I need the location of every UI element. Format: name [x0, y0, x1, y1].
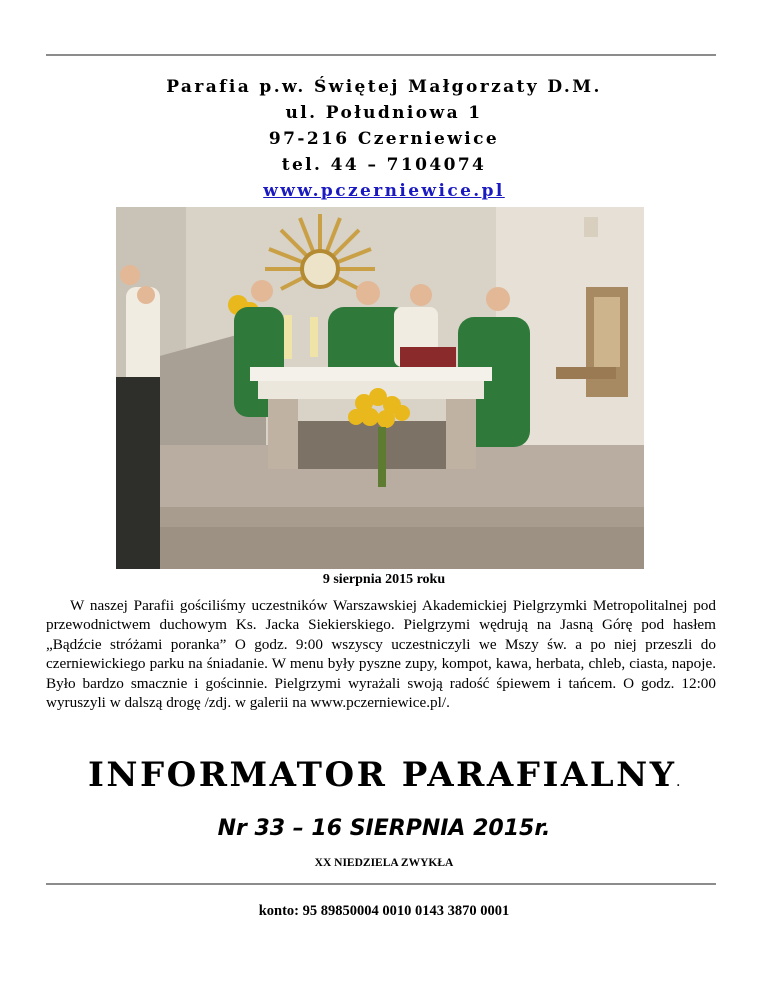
mass-photo [116, 207, 644, 569]
parish-header [0, 74, 768, 204]
bulletin-title [0, 755, 768, 795]
parish-name: Parafia p.w. Świętej Małgorzaty D.M. [166, 77, 602, 97]
issue-number-date: Nr 33 – 16 SIERPNIA 2015r. [217, 816, 551, 841]
phone-number: tel. 44 – 7104074 [281, 155, 487, 175]
bottom-divider [46, 883, 716, 885]
website-link[interactable]: www.pczerniewice.pl [263, 181, 505, 201]
photo-caption: 9 sierpnia 2015 roku [322, 572, 446, 587]
liturgical-sunday: XX NIEDZIELA ZWYKŁA [314, 857, 454, 869]
street-address: ul. Południowa 1 [285, 103, 483, 123]
article-text: W naszej Parafii gościliśmy uczestników Warszawskiej Akademickiej Pielgrzymki Metropolitalnej pod przewodnictwem duchowym Ks. Jacka Siekierskiego. Pielgrzymi wędrują na Jasną Górę pod hasłem „Bądźcie stróżami poranka” O godz. 9:00 wszyscy uczestniczyli we Mszy św. a po niej przeszli do czerniewickiego parku na śniadanie. W menu były pyszne zupy, kompot, kawa, herbata, chleb, ciasta, napoje. Było bardzo smacznie i gościnnie. Pielgrzymi wyrażali swoją radość śpiewem i tańcem. O godz. 12:00 wyruszyli w dalszą drogę /zdj. w galerii na www.pczerniewice.pl/. [46, 597, 716, 712]
bank-account: konto: 95 89850004 0010 0143 3870 0001 [258, 903, 510, 919]
top-divider [46, 54, 716, 56]
postal-city: 97-216 Czerniewice [268, 129, 500, 149]
title-trailing-dot: . [676, 778, 680, 789]
bulletin-title-text: INFORMATOR PARAFIALNY [88, 755, 677, 795]
